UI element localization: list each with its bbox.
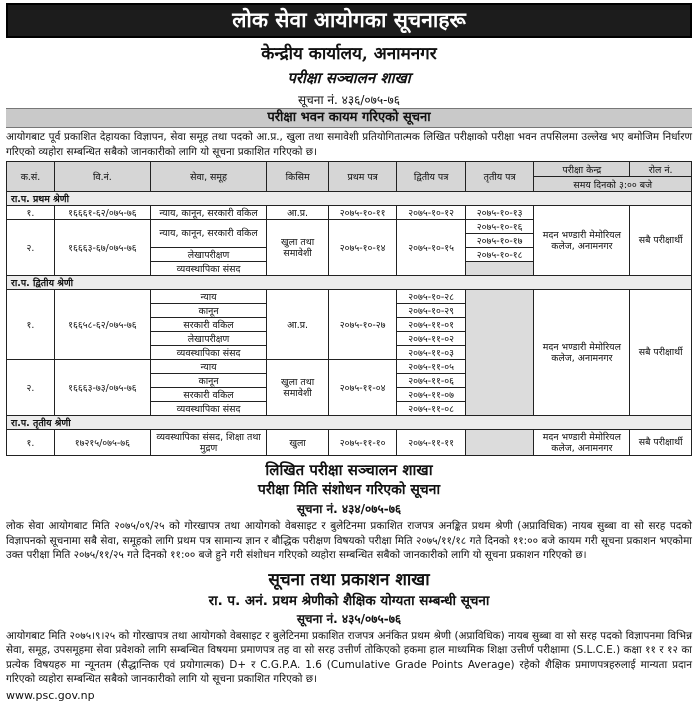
cell-adv: १६६६३-६७/०७५-७६ [54, 220, 150, 276]
section-title: सूचना तथा प्रकाशन शाखा [268, 569, 430, 590]
cell-type: खुला तथा समावेशी [267, 220, 329, 276]
cell-service: व्यवस्थापिका संसद [150, 402, 266, 416]
cell-paper3: २०७५-१०-१६ [465, 220, 534, 234]
cell-service: न्याय [150, 290, 266, 304]
cell-service: सरकारी वकिल [150, 388, 266, 402]
cell-service: न्याय, कानून, सरकारी वकिल [150, 220, 266, 248]
cell-paper2: २०७५-१०-१२ [397, 206, 466, 220]
exam-schedule-table [6, 161, 692, 456]
cell-paper2: २०७५-११-०१ [397, 318, 466, 332]
table-row [7, 206, 692, 220]
col-paper3: तृतीय पत्र [465, 162, 534, 192]
cell-paper2: २०७५-११-०८ [397, 402, 466, 416]
cell-type: आ.प्र. [267, 206, 329, 220]
cell-service: सरकारी वकिल [150, 318, 266, 332]
cell-paper3: २०७५-१०-१३ [465, 206, 534, 220]
cell-empty [465, 430, 534, 456]
section-subtitle: परीक्षा मिति संशोधन गरिएको सूचना [257, 482, 441, 498]
cell-roll: सबै परीक्षार्थी [630, 430, 692, 456]
col-paper2: द्वितीय पत्र [397, 162, 466, 192]
cell-adv: १६६५८-६२/०७५-७६ [54, 290, 150, 360]
cell-paper3: २०७५-१०-१८ [465, 248, 534, 262]
col-sn: क.सं. [7, 162, 55, 192]
cell-service: व्यवस्थापिका संसद [150, 346, 266, 360]
notice-paragraph: आयोगबाट पूर्व प्रकाशित देहायका विज्ञापन, सेवा समूह तथा पदको आ.प्र., खुला तथा समावेशी प्रतियोगितात्मक लिखित परीक्षाको परीक्षा भवन तपसिलमा उल्लेख भए बमोजिम निर्धारण गरिएको व्यहोरा सम्बन्धित सबैको जानकारीको लागि यो सूचना प्रकाशित गरिएको छ। [6, 131, 692, 158]
cell-service: न्याय [150, 360, 266, 374]
cell-empty [465, 262, 534, 276]
cell-paper2: २०७५-११-०३ [397, 346, 466, 360]
cell-type: खुला तथा समावेशी [267, 360, 329, 416]
branch-heading: परीक्षा सञ्चालन शाखा [287, 69, 411, 87]
website-link[interactable]: www.psc.gov.np [6, 688, 95, 702]
cell-paper3: २०७५-१०-१७ [465, 234, 534, 248]
cell-type: आ.प्र. [267, 290, 329, 360]
cell-service: व्यवस्थापिका संसद [150, 262, 266, 276]
table-row [7, 430, 692, 456]
cell-paper1: २०७५-१०-२७ [328, 290, 397, 360]
notices-banner: लोक सेवा आयोगका सूचनाहरू [6, 3, 692, 38]
cell-paper1: २०७५-१०-११ [328, 206, 397, 220]
cell-paper1: २०७५-११-०४ [328, 360, 397, 416]
cell-service: कानून [150, 374, 266, 388]
cell-paper2: २०७५-११-११ [397, 430, 466, 456]
notice-number: सूचना नं. ४३६/०७५-७६ [298, 93, 400, 107]
category-label: रा.प. द्वितीय श्रेणी [7, 276, 692, 290]
col-type: किसिम [267, 162, 329, 192]
section-written-exam [6, 460, 692, 517]
col-roll: रोल नं. [630, 162, 692, 177]
cell-sn: १. [7, 430, 55, 456]
cell-type: खुला [267, 430, 329, 456]
cell-service: लेखापरीक्षण [150, 332, 266, 346]
cell-paper2: २०७५-११-०२ [397, 332, 466, 346]
table-row [7, 290, 692, 304]
col-center: परीक्षा केन्द्र [534, 162, 630, 177]
section-paragraph: आयोगबाट मिति २०७५।९।२५ को गोरखापत्र तथा आयोगको वेबसाइट र बुलेटिनमा प्रकाशित राजपत्र अनंकित प्रथम श्रेणी (अप्राविधिक) नायब सुब्बा वा सो सरह पदको विज्ञापनमा विभिन्न सेवा, समूह, उपसमूहमा सेवा प्रवेशको लागि सम्बन्धित विषयमा प्रमाणपत्र तह वा सो सरह उत्तीर्ण तोकिएको हकमा हाल माध्यमिक शिक्षा उत्तीर्ण परीक्षामा (S.L.C.E.) कक्षा ११ र १२ का प्रत्येक विषयहरु मा न्यूनतम (सैद्धान्तिक एवं प्रयोगात्मक) D+ र C.G.P.A. 1.6 (Cumulative Grade Points Average) रहेको शैक्षिक प्रमाणपत्रहरुलाई मान्यता प्रदान गरिएको व्यहोरा सम्बन्धित सबैको जानकारीको लागि यो सूचना प्रकाशित गरिएको छ। [6, 629, 692, 685]
col-adv: वि.नं. [54, 162, 150, 192]
cell-center: मदन भण्डारी मेमोरियल कलेज, अनामनगर [534, 430, 630, 456]
notice-title: परीक्षा भवन कायम गरिएको सूचना [6, 108, 692, 128]
cell-paper2: २०७५-११-०६ [397, 374, 466, 388]
category-row [7, 416, 692, 430]
cell-roll: सबै परीक्षार्थी [630, 290, 692, 416]
section-title: लिखित परीक्षा सञ्चालन शाखा [265, 461, 433, 479]
cell-empty [465, 290, 534, 416]
notice-number: सूचना नं. ४३४/०७५-७६ [296, 502, 402, 516]
cell-adv: १६६६३-७३/०७५-७६ [54, 360, 150, 416]
cell-paper2: २०७५-११-०७ [397, 388, 466, 402]
cell-service: व्यवस्थापिका संसद, शिक्षा तथा मुद्रण [150, 430, 266, 456]
section-subtitle: रा. प. अनं. प्रथम श्रेणीको शैक्षिक योग्यता सम्बन्धी सूचना [208, 592, 490, 609]
cell-paper2: २०७५-११-०५ [397, 360, 466, 374]
section-information [6, 567, 692, 627]
cell-adv: १७२१५/०७५-७६ [54, 430, 150, 456]
office-heading: केन्द्रीय कार्यालय, अनामनगर [261, 44, 437, 64]
category-label: रा.प. तृतीय श्रेणी [7, 416, 692, 430]
cell-service: लेखापरीक्षण [150, 248, 266, 262]
cell-center: मदन भण्डारी मेमोरियल कलेज, अनामनगर [534, 290, 630, 416]
exam-time: समय दिनको ३:०० बजे [534, 177, 692, 192]
cell-sn: २. [7, 220, 55, 276]
cell-sn: १. [7, 290, 55, 360]
cell-sn: २. [7, 360, 55, 416]
notice-number: सूचना नं. ४३५/०७५-७६ [296, 611, 402, 626]
cell-paper2: २०७५-१०-२९ [397, 304, 466, 318]
cell-roll: सबै परीक्षार्थी [630, 206, 692, 276]
cell-paper1: २०७५-१०-१४ [328, 220, 397, 276]
cell-paper2: २०७५-१०-१५ [397, 220, 466, 276]
table-header-row [7, 162, 692, 177]
cell-adv: १६६६१-६२/०७५-७६ [54, 206, 150, 220]
col-paper1: प्रथम पत्र [328, 162, 397, 192]
cell-service: कानून [150, 304, 266, 318]
cell-center: मदन भण्डारी मेमोरियल कलेज, अनामनगर [534, 206, 630, 276]
cell-paper2: २०७५-१०-२८ [397, 290, 466, 304]
col-service: सेवा, समूह [150, 162, 266, 192]
category-row [7, 192, 692, 206]
section-paragraph: लोक सेवा आयोगबाट मिति २०७५/०९/२५ को गोरखापत्र तथा आयोगको वेबसाइट र बुलेटिनमा प्रकाशित राजपत्र अनङ्कित प्रथम श्रेणी (अप्राविधिक) नायब सुब्बा वा सो सरह पदको विज्ञापनको सूचनामा सबै सेवा, समूहको लागि प्रथम पत्र सामान्य ज्ञान र बौद्धिक परीक्षण विषयको परीक्षा मिति २०७५/११/१८ गते दिनको ११:०० बजे कायम गरी सूचना प्रकाशन भएकोमा उक्त परीक्षा मिति २०७५/११/२५ गते दिनको ११:०० बजे हुने गरी संशोधन गरिएको व्यहोरा सम्बन्धित सबैको जानकारीको लागि यो सूचना प्रकाशन गरिएको छ। [6, 520, 692, 561]
cell-sn: १. [7, 206, 55, 220]
category-row [7, 276, 692, 290]
cell-service: न्याय, कानून, सरकारी वकिल [150, 206, 266, 220]
category-label: रा.प. प्रथम श्रेणी [7, 192, 692, 206]
cell-paper1: २०७५-११-१० [328, 430, 397, 456]
